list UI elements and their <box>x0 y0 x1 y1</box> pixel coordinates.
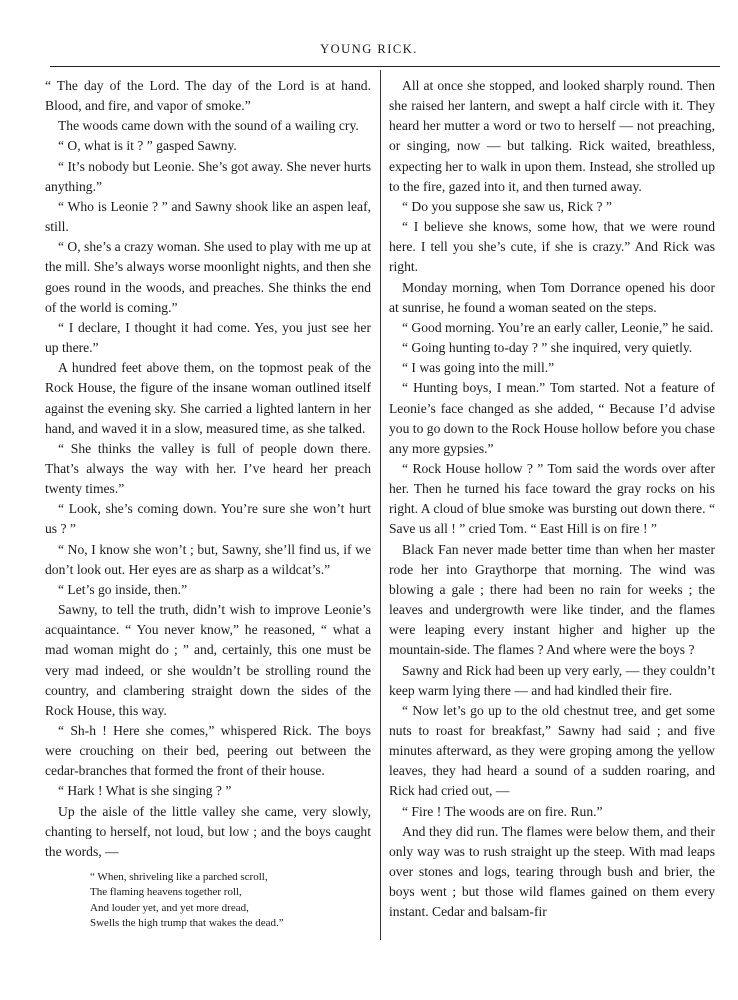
left-column <box>45 76 371 931</box>
paragraph: “ Rock House hollow ? ” Tom said the words over after her. Then he turned his face toward the gray rocks on his right. A cloud of blue smoke was bursting out down there. “ Save us all ! ” cried Tom. “ East Hill is on fire ! ” <box>389 460 715 537</box>
paragraph: “ I believe she knows, some how, that we were round here. I tell you she’s cute, if she is crazy.” And Rick was right. <box>389 219 715 275</box>
paragraph: “ Good morning. You’re an early caller, Leonie,” he said. <box>402 319 714 335</box>
paragraph: “ O, what is it ? ” gasped Sawny. <box>58 138 237 154</box>
poem-line: “ When, shriveling like a parched scroll, <box>90 871 268 884</box>
paragraph: “ Now let’s go up to the old chestnut tree, and get some nuts to roast for breakfast,” Sawny had said ; and five minutes afterward, as they were groping among the yellow leaves, they had heard a sound of a sudden roaring, and Rick had cried out, — <box>389 702 715 799</box>
paragraph: “ Look, she’s coming down. You’re sure she won’t hurt us ? ” <box>45 501 371 537</box>
paragraph: “ Do you suppose she saw us, Rick ? ” <box>402 198 612 214</box>
paragraph: Up the aisle of the little valley she came, very slowly, chanting to herself, not loud, but low ; and the boys caught the words, — <box>45 803 371 859</box>
paragraph: A hundred feet above them, on the topmost peak of the Rock House, the figure of the insane woman outlined itself against the evening sky. She carried a lighted lantern in her hand, and waved it in a slow, measured time, as she talked. <box>45 360 371 436</box>
paragraph: “ Hunting boys, I mean.” Tom started. Not a feature of Leonie’s face changed as she added, “ Because I’d advise you to go down to the Rock House hollow before you chase any more gypsies.” <box>389 380 715 456</box>
paragraph: The woods came down with the sound of a wailing cry. <box>58 118 359 134</box>
right-column <box>389 76 715 923</box>
paragraph: And they did run. The flames were below them, and their only way was to rush straight up the steep. With mad leaps over stones and logs, tearing through bush and brier, the boys went ; but those wild flames gained on them every instant. Cedar and balsam-fir <box>389 823 715 920</box>
paragraph: “ She thinks the valley is full of people down there. That’s always the way with her. I’ve heard her preach twenty times.” <box>45 440 371 497</box>
paragraph: Black Fan never made better time than when her master rode her into Graythorpe that morning. The wind was blowing a gale ; there had been no rain for weeks ; the leaves and undergrowth were like tinder, and the flames were leaping every instant higher and higher up the mountain-side. The flames ? And where were the boys ? <box>389 541 715 658</box>
paragraph: “ O, she’s a crazy woman. She used to play with me up at the mill. She’s always worse moonlight nights, and then she goes round in the woods, and preaches. She thinks the end of the world is coming.” <box>45 239 371 315</box>
running-head: YOUNG RICK. <box>320 42 418 56</box>
header-rule <box>50 66 720 67</box>
paragraph: “ No, I know she won’t ; but, Sawny, she’ll find us, if we don’t look out. Her eyes are as sharp as a wildcat’s.” <box>45 541 371 577</box>
paragraph: “ Fire ! The woods are on fire. Run.” <box>402 803 603 819</box>
paragraph: “ Going hunting to-day ? ” she inquired, very quietly. <box>402 340 693 356</box>
paragraph: “ It’s nobody but Leonie. She’s got away. She never hurts anything.” <box>45 158 371 194</box>
paragraph: Sawny and Rick had been up very early, — they couldn’t keep warm lying there — and had kindled their fire. <box>389 662 715 698</box>
paragraph: “ Hark ! What is she singing ? ” <box>58 783 232 799</box>
poem-line: And louder yet, and yet more dread, <box>90 901 249 914</box>
paragraph: All at once she stopped, and looked sharply round. Then she raised her lantern, and swept a half circle with it. They heard her mutter a word or two to herself — not preaching, or singing, now — but talking. Rick waited, breathless, expecting her to walk in upon them. Instead, she strolled up to the fire, gazed into it, and then turned away. <box>389 78 715 194</box>
paragraph: “ Let’s go inside, then.” <box>58 581 188 597</box>
paragraph: “ Sh-h ! Here she comes,” whispered Rick. The boys were crouching on their bed, peering out between the cedar-branches that formed the front of their house. <box>45 723 371 779</box>
poem-stanza <box>90 870 371 931</box>
paragraph: “ Who is Leonie ? ” and Sawny shook like an aspen leaf, still. <box>45 198 371 235</box>
paragraph: Sawny, to tell the truth, didn’t wish to improve Leonie’s acquaintance. “ You never know,” he reasoned, “ what a mad woman might do ; ” and, certainly, this one must be very mad indeed, or she wouldn’t be strolling round the country, and clambering straight down the sides of the Rock House, this way. <box>45 602 371 718</box>
column-divider <box>380 70 381 940</box>
paragraph: “ I declare, I thought it had come. Yes, you just see her up there.” <box>45 319 371 356</box>
poem-line: Swells the high trump that wakes the dead.” <box>90 916 284 929</box>
paragraph: Monday morning, when Tom Dorrance opened his door at sunrise, he found a woman seated on the steps. <box>389 279 715 315</box>
paragraph: “ I was going into the mill.” <box>402 360 555 376</box>
paragraph: “ The day of the Lord. The day of the Lord is at hand. Blood, and fire, and vapor of smoke.” <box>45 78 371 114</box>
poem-line: The flaming heavens together roll, <box>90 886 242 899</box>
